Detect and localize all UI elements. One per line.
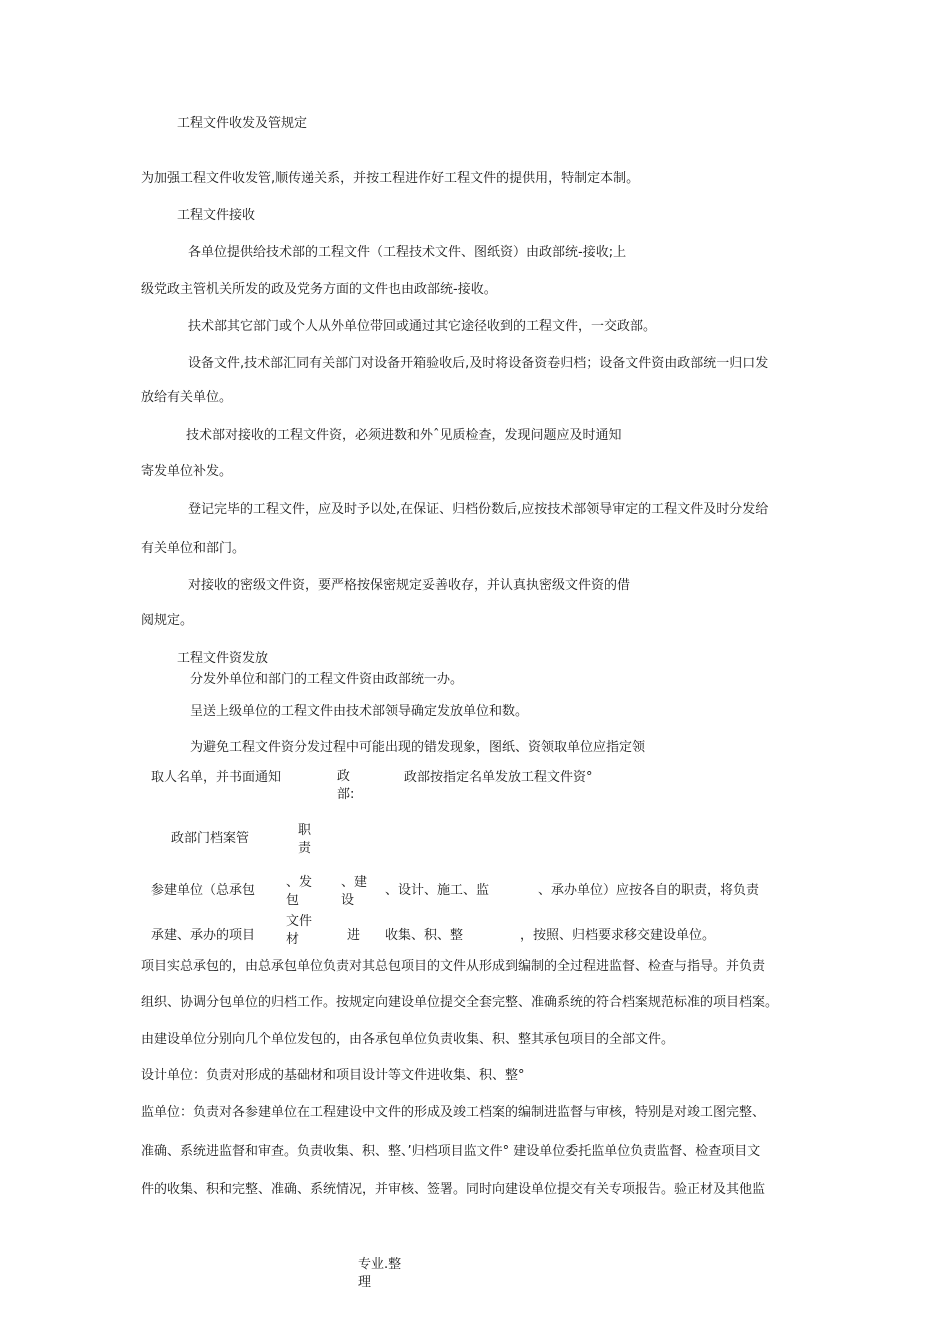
paragraph-line: 由建设单位分别向几个单位发包的，由各承包单位负责收集、积、整其承包项目的全部文件。 (141, 1032, 675, 1047)
page-footer: 专业.整 理 (358, 1257, 402, 1290)
paragraph-line: 对接收的密级文件资，要严格按保密规定妥善收存，并认真执密级文件资的借 (188, 578, 631, 593)
paragraph-line: 监单位：负责对各参建单位在工程建设中文件的形成及竣工档案的编制进监督与审核，特别是对竣工图完整、 (141, 1105, 766, 1120)
table-cell: 取人名单，并书面通知 (151, 770, 282, 785)
paragraph-line: 分发外单位和部门的工程文件资由政部统一办。 (190, 672, 464, 687)
table-cell: 收集、积、整 (385, 928, 464, 943)
paragraph-line: 有关单位和部门。 (141, 541, 246, 556)
table-cell: 、承办单位）应按各自的职责，将负责 (538, 883, 760, 898)
paragraph-line: 各单位提供给技术部的工程文件（工程技术文件、图纸资）由政部统-接收;上 (188, 245, 627, 260)
table-cell: 、建 设 (341, 875, 368, 908)
paragraph-line: 技术部对接收的工程文件资，必须进数和外ˆ见质检查，发现问题应及时通知 (186, 428, 622, 443)
paragraph-line: 件的收集、积和完整、准确、系统情况，并审核、签署。同时向建设单位提交有关专项报告。验正材及其他监 (141, 1182, 766, 1197)
paragraph-line: 登记完毕的工程文件，应及时予以处,在保证、归档份数后,应按技术部领导审定的工程文件及时分发给 (188, 502, 769, 517)
paragraph-line: 组织、协调分包单位的归档工作。按规定向建设单位提交全套完整、准确系统的符合档案规范标准的项目档案。 (141, 995, 779, 1010)
table-cell: 、发 包 (286, 875, 313, 908)
section-heading-distribute: 工程文件资发放 (177, 651, 269, 666)
table-cell: ，按照、归档要求移交建设单位。 (520, 928, 716, 943)
table-cell: 进 (347, 928, 361, 943)
paragraph-line: 设备文件,技术部汇同有关部门对设备开箱验收后,及时将设备资卷归档；设备文件资由政部统一归口发 (188, 356, 769, 371)
paragraph-line: 项目实总承包的，由总承包单位负责对其总包项目的文件从形成到编制的全过程进监督、检查与指导。并负责 (141, 959, 766, 974)
table-cell: 政 部: (337, 769, 355, 802)
table-cell: 政部按指定名单发放工程文件资° (404, 770, 593, 785)
paragraph-line: 扶术部其它部门或个人从外单位带回或通过其它途径收到的工程文件，一交政部。 (188, 319, 657, 334)
paragraph-line: 为避免工程文件资分发过程中可能出现的错发现象，图纸、资领取单位应指定领 (190, 740, 646, 755)
table-cell: 参建单位（总承包 (151, 883, 256, 898)
table-cell: 职 责 (298, 823, 312, 856)
paragraph-line: 阅规定。 (141, 613, 194, 628)
table-cell: 承建、承办的项目 (151, 928, 256, 943)
paragraph-line: 放给有关单位。 (141, 390, 233, 405)
intro-paragraph: 为加强工程文件收发管,顺传递关系，并按工程进作好工程文件的提供用，特制定本制。 (141, 171, 640, 186)
paragraph-line: 设计单位：负责对形成的基础材和项目设计等文件进收集、积、整° (141, 1068, 525, 1083)
paragraph-line: 准确、系统进监督和审查。负责收集、积、整、’归档项目监文件° 建设单位委托监单位负责监督、检查项目文 (141, 1144, 761, 1159)
paragraph-line: 寄发单位补发。 (141, 464, 233, 479)
paragraph-line: 呈送上级单位的工程文件由技术部领导确定发放单位和数。 (190, 704, 529, 719)
table-cell: 文件 材 (286, 914, 313, 947)
paragraph-line: 级党政主管机关所发的政及党务方面的文件也由政部统-接收。 (141, 282, 497, 297)
table-cell: 、设计、施工、监 (385, 883, 490, 898)
table-cell: 政部门档案管 (171, 831, 250, 846)
document-title: 工程文件收发及管规定 (177, 116, 308, 131)
section-heading-receive: 工程文件接收 (177, 208, 256, 223)
